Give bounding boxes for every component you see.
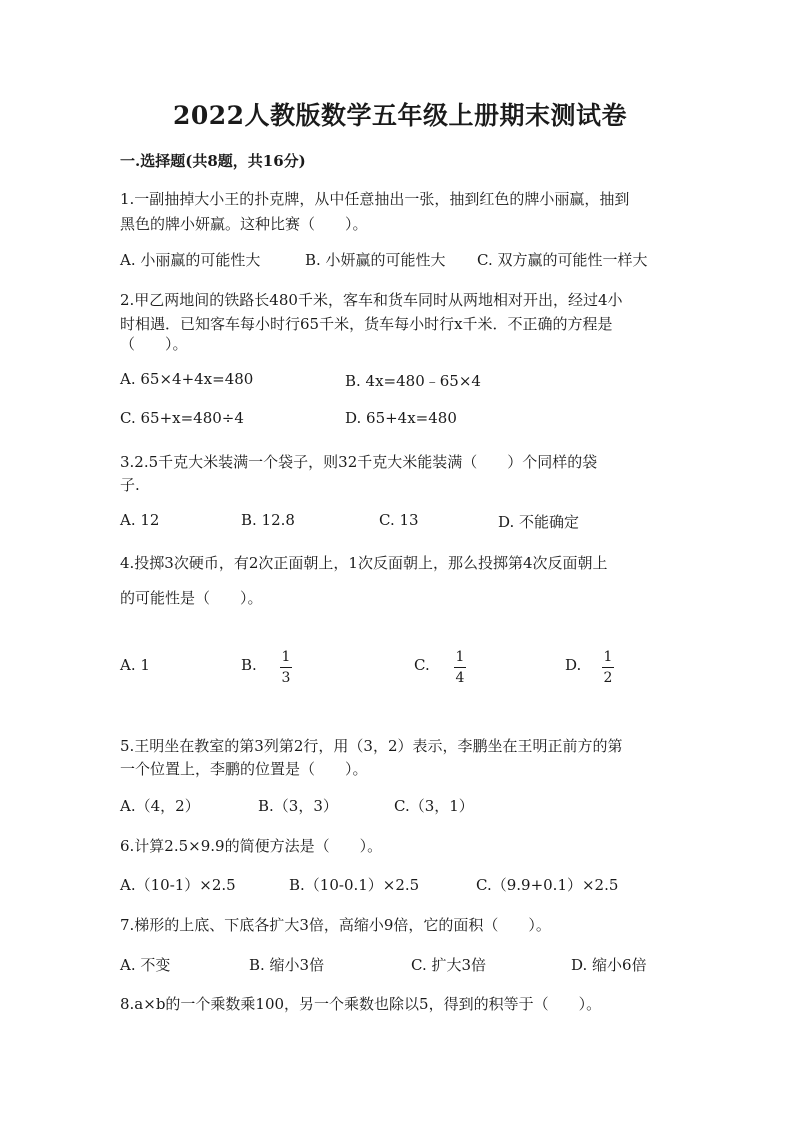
- fraction-numerator: 1: [455, 649, 465, 665]
- question-4-option-d-label: D.: [565, 656, 582, 674]
- question-5-line-2: 一个位置上，李鹏的位置是（ ）。: [120, 760, 368, 778]
- question-6-option-a: A.（10-1）×2.5: [120, 876, 236, 894]
- question-1-line-1: 1.一副抽掉大小王的扑克牌，从中任意抽出一张，抽到红色的牌小丽赢，抽到: [120, 190, 630, 208]
- question-1-option-c: C. 双方赢的可能性一样大: [477, 251, 648, 269]
- question-4-option-b-label: B.: [241, 656, 257, 674]
- question-3-option-b: B. 12.8: [241, 511, 295, 529]
- fraction-numerator: 1: [281, 649, 291, 665]
- question-4-option-d-fraction: [602, 649, 614, 686]
- question-4-option-b-fraction: [280, 649, 292, 686]
- question-3-option-c: C. 13: [379, 511, 419, 529]
- question-5-line-1: 5.王明坐在教室的第3列第2行，用（3，2）表示，李鹏坐在王明正前方的第: [120, 737, 623, 755]
- question-7-option-d: D. 缩小6倍: [571, 956, 647, 974]
- section-heading: 一.选择题(共8题，共16分): [120, 152, 306, 170]
- fraction-bar: [454, 667, 466, 668]
- question-1-option-b: B. 小妍赢的可能性大: [305, 251, 446, 269]
- question-4-option-a: A. 1: [120, 656, 150, 674]
- question-6-option-b: B.（10-0.1）×2.5: [289, 876, 420, 894]
- question-7-option-a: A. 不变: [120, 956, 171, 974]
- question-6-option-c: C.（9.9+0.1）×2.5: [476, 876, 619, 894]
- question-2-line-2: 时相遇．已知客车每小时行65千米，货车每小时行x千米．不正确的方程是: [120, 315, 613, 333]
- question-2-line-1: 2.甲乙两地间的铁路长480千米，客车和货车同时从两地相对开出，经过4小: [120, 291, 623, 309]
- question-4-line-1: 4.投掷3次硬币，有2次正面朝上，1次反面朝上，那么投掷第4次反面朝上: [120, 554, 608, 572]
- question-1-line-2: 黑色的牌小妍赢。这种比赛（ ）。: [120, 215, 368, 233]
- question-6-line-1: 6.计算2.5×9.9的简便方法是（ ）。: [120, 837, 383, 855]
- question-3-line-2: 子.: [120, 476, 140, 494]
- question-3-option-d: D. 不能确定: [498, 513, 580, 531]
- question-4-option-c-label: C.: [414, 656, 430, 674]
- question-2-line-3: （ ）。: [120, 335, 188, 353]
- question-2-option-b: B. 4x=480﹣65×4: [345, 372, 481, 390]
- page-title: 2022人教版数学五年级上册期末测试卷: [172, 101, 628, 130]
- question-3-option-a: A. 12: [120, 511, 160, 529]
- question-3-line-1: 3.2.5千克大米装满一个袋子，则32千克大米能装满（ ）个同样的袋: [120, 453, 598, 471]
- question-4-line-2: 的可能性是（ ）。: [120, 589, 263, 607]
- question-2-option-d: D. 65+4x=480: [345, 409, 457, 427]
- question-8-line-1: 8.a×b的一个乘数乘100，另一个乘数也除以5，得到的积等于（ ）。: [120, 995, 602, 1013]
- question-7-line-1: 7.梯形的上底、下底各扩大3倍，高缩小9倍，它的面积（ ）。: [120, 916, 551, 934]
- question-7-option-b: B. 缩小3倍: [249, 956, 325, 974]
- question-1-option-a: A. 小丽赢的可能性大: [120, 251, 261, 269]
- question-4-option-c-fraction: [454, 649, 466, 686]
- question-5-option-c: C.（3，1）: [394, 797, 474, 815]
- fraction-numerator: 1: [603, 649, 613, 665]
- fraction-bar: [280, 667, 292, 668]
- fraction-denominator: 4: [455, 670, 465, 686]
- fraction-denominator: 3: [281, 670, 291, 686]
- question-5-option-a: A.（4，2）: [120, 797, 200, 815]
- fraction-denominator: 2: [603, 670, 613, 686]
- question-7-option-c: C. 扩大3倍: [411, 956, 487, 974]
- fraction-bar: [602, 667, 614, 668]
- question-2-option-a: A. 65×4+4x=480: [120, 370, 254, 388]
- question-5-option-b: B.（3，3）: [258, 797, 338, 815]
- question-2-option-c: C. 65+x=480÷4: [120, 409, 244, 427]
